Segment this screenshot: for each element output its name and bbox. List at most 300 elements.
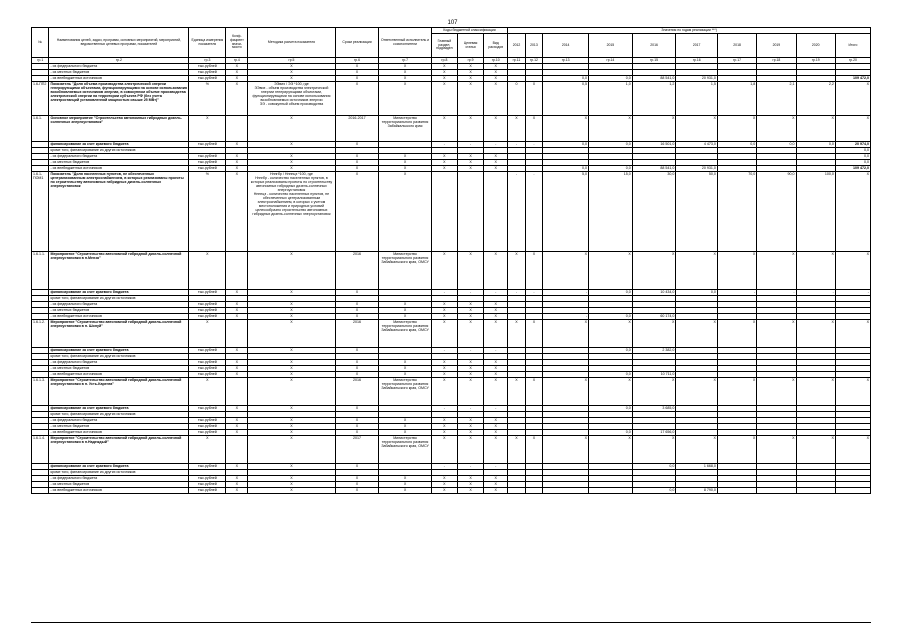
header-cell: Целевая статья bbox=[457, 34, 483, 58]
table-cell: Х bbox=[248, 308, 335, 314]
table-cell: тыс.рублей bbox=[189, 366, 226, 372]
table-cell: Х bbox=[379, 418, 431, 424]
table-cell: 0,0 bbox=[589, 166, 633, 172]
table-cell: Х bbox=[457, 378, 483, 406]
table-cell: Х bbox=[248, 302, 335, 308]
table-cell: Х bbox=[248, 418, 335, 424]
table-cell: Х bbox=[717, 116, 756, 142]
table-cell: тыс.рублей bbox=[189, 64, 226, 70]
table-cell: Х bbox=[525, 378, 542, 406]
table-cell: 4 473,0 bbox=[676, 142, 718, 148]
header-cell: Ответственный исполнитель и соисполнители bbox=[379, 28, 431, 58]
table-cell: Х bbox=[379, 70, 431, 76]
table-cell: Х bbox=[189, 320, 226, 348]
table-row bbox=[32, 116, 871, 142]
table-cell: тыс.рублей bbox=[189, 290, 226, 296]
table-cell: Х bbox=[484, 482, 508, 488]
table-cell: - из местных бюджетов bbox=[49, 70, 189, 76]
table-cell: Х bbox=[226, 476, 248, 482]
column-number: гр.11 bbox=[508, 58, 525, 64]
table-header bbox=[32, 28, 871, 64]
table-cell: Х bbox=[676, 436, 718, 464]
table-cell: Х bbox=[248, 488, 335, 494]
table-cell: Х bbox=[379, 430, 431, 436]
table-cell: Х bbox=[457, 424, 483, 430]
table-cell bbox=[431, 172, 457, 252]
table-cell: тыс.рублей bbox=[189, 76, 226, 82]
column-number: гр.16 bbox=[676, 58, 718, 64]
table-cell: 0,0 bbox=[589, 372, 633, 378]
table-cell: Х bbox=[457, 116, 483, 142]
column-number: гр.13 bbox=[543, 58, 589, 64]
table-cell: Х bbox=[508, 436, 525, 464]
table-cell: 0,0 bbox=[589, 430, 633, 436]
table-cell: Х bbox=[457, 308, 483, 314]
table-cell: Х bbox=[796, 252, 835, 290]
table-cell bbox=[796, 488, 835, 494]
table-cell: Х bbox=[335, 476, 379, 482]
table-cell: 2017 bbox=[335, 436, 379, 464]
table-cell: Мероприятие "Строительство автономной гибридной дизель-солнечной энергоустановки в п.Менза" bbox=[49, 252, 189, 290]
table-cell: Х bbox=[589, 378, 633, 406]
table-cell: кроме того, финансирование из других источников: bbox=[49, 470, 189, 476]
table-cell: Х bbox=[248, 406, 335, 412]
table-cell: - bbox=[508, 290, 525, 296]
table-cell: Х bbox=[248, 166, 335, 172]
header-cell: Коэф-фициент значи-мости bbox=[226, 28, 248, 58]
table-cell: Х bbox=[484, 360, 508, 366]
table-cell: Х bbox=[431, 252, 457, 290]
table-cell: Х bbox=[457, 372, 483, 378]
table-cell: Х bbox=[379, 82, 431, 116]
table-cell: 2016-2017 bbox=[335, 116, 379, 142]
table-cell: Х bbox=[379, 482, 431, 488]
table-cell: Х bbox=[335, 372, 379, 378]
table-cell: Х bbox=[189, 436, 226, 464]
column-number: гр.1 bbox=[32, 58, 49, 64]
table-cell: Х bbox=[248, 372, 335, 378]
table-cell: 90,0 bbox=[757, 172, 796, 252]
table-cell: Х bbox=[379, 76, 431, 82]
table-cell: Х bbox=[226, 82, 248, 116]
table-cell: Х bbox=[717, 378, 756, 406]
table-cell: - bbox=[508, 142, 525, 148]
table-cell: - из внебюджетных источников bbox=[49, 372, 189, 378]
table-cell: Х bbox=[431, 430, 457, 436]
table-cell: тыс.рублей bbox=[189, 308, 226, 314]
table-cell: Х bbox=[226, 314, 248, 320]
table-cell: Х bbox=[543, 436, 589, 464]
table-cell: Х bbox=[484, 476, 508, 482]
table-cell bbox=[226, 252, 248, 290]
table-cell: Х bbox=[589, 116, 633, 142]
column-number: гр.20 bbox=[835, 58, 870, 64]
table-cell: Х bbox=[226, 160, 248, 166]
table-row bbox=[32, 436, 871, 464]
table-cell: Х bbox=[757, 378, 796, 406]
column-number: гр.12 bbox=[525, 58, 542, 64]
table-row bbox=[32, 82, 871, 116]
header-cell: Методика расчета показателя bbox=[248, 28, 335, 58]
table-cell: Х bbox=[431, 64, 457, 70]
column-number: гр.15 bbox=[632, 58, 676, 64]
header-cell: 2016 bbox=[632, 34, 676, 58]
table-cell: 0 bbox=[508, 82, 525, 116]
table-cell: 0,0 bbox=[835, 160, 870, 166]
table-cell: Х bbox=[379, 372, 431, 378]
table-cell: тыс.рублей bbox=[189, 154, 226, 160]
table-cell: - bbox=[835, 290, 870, 296]
table-row bbox=[32, 172, 871, 252]
table-cell: - bbox=[796, 290, 835, 296]
table-cell: Х bbox=[379, 360, 431, 366]
table-cell bbox=[508, 488, 525, 494]
table-cell: - bbox=[431, 464, 457, 470]
table-cell: 0,0 bbox=[632, 464, 676, 470]
table-row bbox=[32, 252, 871, 290]
table-cell: 0,0 bbox=[835, 148, 870, 154]
table-cell: Министерство территориального развития Забайкальского края bbox=[379, 116, 431, 142]
table-cell: 3 685,0 bbox=[632, 406, 676, 412]
table-cell: Х bbox=[484, 154, 508, 160]
table-cell: Х bbox=[335, 418, 379, 424]
table-cell: тыс.рублей bbox=[189, 372, 226, 378]
table-cell: Х bbox=[508, 320, 525, 348]
table-cell: 0,0 bbox=[757, 142, 796, 148]
table-cell: Х bbox=[335, 160, 379, 166]
table-cell: Х bbox=[484, 436, 508, 464]
table-cell: Х bbox=[431, 488, 457, 494]
table-cell: Х bbox=[248, 424, 335, 430]
table-cell: - из федерального бюджета bbox=[49, 154, 189, 160]
table-cell: - bbox=[457, 464, 483, 470]
table-cell: - bbox=[457, 290, 483, 296]
table-cell: Х bbox=[431, 360, 457, 366]
table-cell: Х bbox=[248, 320, 335, 348]
table-cell bbox=[835, 488, 870, 494]
table-cell: Мероприятие "Строительство автономной гибридной дизель-солнечной энергоустановки в п. Усть-Каренга" bbox=[49, 378, 189, 406]
table-cell: Х bbox=[189, 378, 226, 406]
table-cell: тыс.рублей bbox=[189, 418, 226, 424]
header-cell: Вид расходов bbox=[484, 34, 508, 58]
table-cell: Х bbox=[431, 378, 457, 406]
table-cell: Х bbox=[717, 436, 756, 464]
table-cell: Министерство территориального развития Забайкальского края, ОМСУ bbox=[379, 378, 431, 406]
table-cell bbox=[32, 488, 49, 494]
table-cell: - bbox=[543, 314, 589, 320]
table-cell: Х bbox=[226, 76, 248, 82]
table-cell: Х bbox=[484, 160, 508, 166]
table-cell: Х bbox=[757, 116, 796, 142]
column-number: гр.19 bbox=[796, 58, 835, 64]
table-cell: Х bbox=[248, 464, 335, 470]
table-cell: Х bbox=[226, 166, 248, 172]
header-cell: Сроки реализации bbox=[335, 28, 379, 58]
table-cell: Х bbox=[248, 378, 335, 406]
table-cell: % bbox=[189, 82, 226, 116]
table-cell: Х bbox=[717, 252, 756, 290]
table-cell: 0,0 bbox=[796, 142, 835, 148]
column-number: гр.7 bbox=[379, 58, 431, 64]
table-cell: Основное мероприятие "Строительство автономных гибридных дизель-солнечных энергоустановок" bbox=[49, 116, 189, 142]
table-cell: Х bbox=[484, 378, 508, 406]
table-cell: Х bbox=[335, 314, 379, 320]
table-cell: - bbox=[525, 142, 542, 148]
table-cell: тыс.рублей bbox=[189, 482, 226, 488]
table-cell: Х bbox=[248, 142, 335, 148]
table-cell: тыс.рублей bbox=[189, 70, 226, 76]
table-cell: Х bbox=[457, 366, 483, 372]
header-cell: 2015 bbox=[589, 34, 633, 58]
table-cell: Х bbox=[335, 70, 379, 76]
table-cell: Х bbox=[676, 252, 718, 290]
table-cell: 2 382,0 bbox=[632, 348, 676, 354]
table-cell: Х bbox=[335, 424, 379, 430]
table-cell: Х bbox=[457, 154, 483, 160]
table-cell: 109 472,0 bbox=[835, 166, 870, 172]
table-cell: - из федерального бюджета bbox=[49, 64, 189, 70]
table-cell: Х bbox=[757, 320, 796, 348]
table-cell: Х bbox=[457, 360, 483, 366]
table-cell: 1.6.1.4. bbox=[32, 436, 49, 464]
column-number: гр.17 bbox=[717, 58, 756, 64]
table-body bbox=[32, 64, 871, 494]
column-number: гр.6 bbox=[335, 58, 379, 64]
table-cell: Х bbox=[757, 436, 796, 464]
table-cell bbox=[589, 488, 633, 494]
table-cell: Х bbox=[379, 314, 431, 320]
table-cell: Х bbox=[431, 160, 457, 166]
table-cell: Х bbox=[484, 76, 508, 82]
table-cell: Х bbox=[457, 314, 483, 320]
table-cell: Х bbox=[248, 252, 335, 290]
header-cell: Единица измерения показателя bbox=[189, 28, 226, 58]
table-cell: 1.6.1.2. bbox=[32, 320, 49, 348]
table-cell: - из местных бюджетов bbox=[49, 482, 189, 488]
table-cell: тыс.рублей bbox=[189, 302, 226, 308]
table-cell: Х bbox=[589, 436, 633, 464]
table-cell: Х bbox=[676, 116, 718, 142]
table-cell: кроме того, финансирование из других источников: bbox=[49, 412, 189, 418]
table-cell: Х bbox=[248, 430, 335, 436]
table-cell: Х bbox=[457, 166, 483, 172]
table-cell: Х bbox=[796, 116, 835, 142]
table-cell: Х bbox=[835, 320, 870, 348]
table-cell: Х bbox=[835, 252, 870, 290]
header-cell: Главный раздел, подраздел bbox=[431, 34, 457, 58]
table-cell: - из внебюджетных источников bbox=[49, 488, 189, 494]
table-cell: Х bbox=[226, 154, 248, 160]
table-cell: Х bbox=[484, 430, 508, 436]
table-cell: Х bbox=[335, 290, 379, 296]
table-cell: Х bbox=[335, 348, 379, 354]
table-cell: 10 434,0 bbox=[632, 290, 676, 296]
table-cell: Х bbox=[335, 464, 379, 470]
table-cell: Х bbox=[632, 252, 676, 290]
table-cell: Х bbox=[226, 430, 248, 436]
table-cell: Х bbox=[379, 488, 431, 494]
column-number: гр.10 bbox=[484, 58, 508, 64]
table-cell: - bbox=[484, 464, 508, 470]
table-cell: Х bbox=[226, 70, 248, 76]
table-cell bbox=[484, 172, 508, 252]
table-cell: Показатель "Доля населенных пунктов, не обеспеченных централизованным электроснабжением, в которых реализованы проекты по строительству автономных гибридных дизель-солнечных энергоустановок bbox=[49, 172, 189, 252]
table-cell: Х bbox=[457, 76, 483, 82]
table-cell: Х bbox=[335, 430, 379, 436]
table-cell: Х bbox=[335, 142, 379, 148]
table-cell: Х bbox=[248, 76, 335, 82]
table-cell: - из внебюджетных источников bbox=[49, 166, 189, 172]
table-cell: Х bbox=[457, 64, 483, 70]
table-cell: Х bbox=[379, 302, 431, 308]
table-cell: 30,0 bbox=[632, 172, 676, 252]
table-cell: 0,0 bbox=[543, 76, 589, 82]
table-cell: Мероприятие "Строительство автономной гибридной дизель-солнечной энергоустановки в п. Шонуй" bbox=[49, 320, 189, 348]
table-cell: Х bbox=[335, 64, 379, 70]
table-cell: 70,0 bbox=[717, 172, 756, 252]
table-cell: 0,0 bbox=[589, 314, 633, 320]
table-cell: Х bbox=[431, 482, 457, 488]
table-row bbox=[32, 320, 871, 348]
table-cell: Х bbox=[757, 252, 796, 290]
table-cell: тыс.рублей bbox=[189, 430, 226, 436]
table-cell: финансирование за счет краевого бюджета bbox=[49, 142, 189, 148]
table-cell: - из внебюджетных источников bbox=[49, 314, 189, 320]
table-cell: ЭЭвиэ / ЭЭ *100, где ЭЭвиэ - объем производства электрической энергии генерирующими объектами, функционирующими на основе использования возобновляемых источников энергии ЭЭ - совокупный объем производства bbox=[248, 82, 335, 116]
table-cell: Х bbox=[335, 302, 379, 308]
table-cell: Х bbox=[835, 172, 870, 252]
table-cell: 1.6.1. bbox=[32, 116, 49, 142]
table-cell: Х bbox=[431, 308, 457, 314]
table-cell: 0,0 bbox=[543, 166, 589, 172]
table-cell bbox=[717, 488, 756, 494]
table-cell: Х bbox=[379, 160, 431, 166]
table-cell: Х bbox=[379, 64, 431, 70]
table-cell: 0,0 bbox=[589, 406, 633, 412]
table-cell: Х bbox=[226, 464, 248, 470]
table-cell: 1,5 bbox=[676, 82, 718, 116]
table-cell: - из федерального бюджета bbox=[49, 476, 189, 482]
page-bottom-rule bbox=[31, 622, 871, 623]
table-cell: Х bbox=[796, 320, 835, 348]
table-cell: - bbox=[508, 172, 525, 252]
table-cell: Х bbox=[589, 252, 633, 290]
table-cell: Министерство территориального развития Забайкальского края, ОМСУ bbox=[379, 436, 431, 464]
table-cell: Показатель "Доля объема производства электрической энергии генерирующими объектами, функционирующими на основе использования возобновляемых источников энергии, в совокупном объеме производства электрической энергии на территории субъекта РФ (без учета электростанций установленной мощностью свыше 25 МВт)" bbox=[49, 82, 189, 116]
table-cell: Х bbox=[248, 290, 335, 296]
table-cell: 60 174,0 bbox=[632, 314, 676, 320]
table-cell bbox=[226, 116, 248, 142]
table-cell: Х bbox=[379, 172, 431, 252]
table-cell: 2016 bbox=[335, 320, 379, 348]
table-cell: Х bbox=[484, 320, 508, 348]
table-cell: тыс.рублей bbox=[189, 424, 226, 430]
table-cell: Х bbox=[226, 372, 248, 378]
table-cell: - bbox=[543, 290, 589, 296]
header-cell: 2020 bbox=[796, 34, 835, 58]
table-cell: - bbox=[757, 290, 796, 296]
table-cell: Х bbox=[379, 424, 431, 430]
table-cell: Х bbox=[335, 482, 379, 488]
table-cell: - bbox=[457, 142, 483, 148]
table-cell: Х bbox=[431, 320, 457, 348]
table-cell bbox=[757, 488, 796, 494]
table-cell: Х bbox=[431, 82, 457, 116]
table-cell: Х bbox=[226, 302, 248, 308]
table-cell: 8 790,0 bbox=[676, 488, 718, 494]
table-cell: 1,0 bbox=[589, 82, 633, 116]
table-cell: Х bbox=[484, 82, 508, 116]
table-cell: Х bbox=[248, 160, 335, 166]
table-cell: 20 931,0 bbox=[676, 166, 718, 172]
table-cell: Х bbox=[248, 360, 335, 366]
table-cell: Х bbox=[431, 418, 457, 424]
table-cell: Х bbox=[431, 154, 457, 160]
table-cell: Х bbox=[226, 290, 248, 296]
table-cell: Х bbox=[457, 320, 483, 348]
table-cell: Х bbox=[676, 320, 718, 348]
table-cell: тыс.рублей bbox=[189, 360, 226, 366]
table-cell: тыс.рублей bbox=[189, 314, 226, 320]
table-cell: Х bbox=[248, 366, 335, 372]
table-cell: Х bbox=[484, 488, 508, 494]
table-cell: Х bbox=[484, 70, 508, 76]
table-cell: Х bbox=[431, 70, 457, 76]
table-cell: Х bbox=[248, 64, 335, 70]
table-cell: Х bbox=[431, 372, 457, 378]
table-cell: Ннпгбр / Ннпнцэ *100, где Ннпгбр - количество населенных пунктов, в которых реализованы проекты по строительству автономных гибридных дизель-солнечных энергоустановок Ннпнцэ - количество населенных пунктов, не обеспеченных централизованным электроснабжением, в которых с учетом местоположения и природных условий целесообразно строительство автономных гибридных дизель-солнечных энергоустановок bbox=[248, 172, 335, 252]
table-cell: Х bbox=[379, 166, 431, 172]
table-cell: 0,0 bbox=[835, 154, 870, 160]
table-cell: Х bbox=[431, 116, 457, 142]
table-cell: Х bbox=[335, 166, 379, 172]
table-cell: Х bbox=[226, 482, 248, 488]
table-cell: 0,0 bbox=[589, 348, 633, 354]
table-cell: Х bbox=[335, 308, 379, 314]
header-cell: Коды бюджетной классификации bbox=[431, 28, 507, 34]
table-cell: 100,0 bbox=[796, 172, 835, 252]
program-table bbox=[31, 27, 871, 494]
table-cell: Х bbox=[226, 142, 248, 148]
table-cell: Х bbox=[226, 348, 248, 354]
table-cell: Х bbox=[457, 82, 483, 116]
table-cell: 1.6.1.1. bbox=[32, 252, 49, 290]
table-cell: Х bbox=[335, 488, 379, 494]
table-cell: Х bbox=[457, 482, 483, 488]
table-cell: - bbox=[457, 406, 483, 412]
table-cell: Х bbox=[335, 154, 379, 160]
table-cell: 0 bbox=[525, 82, 542, 116]
table-cell: - bbox=[431, 142, 457, 148]
table-cell: Х bbox=[226, 172, 248, 252]
table-cell: Х bbox=[379, 308, 431, 314]
table-cell: 20 974,0 bbox=[835, 142, 870, 148]
table-cell: - bbox=[484, 142, 508, 148]
table-cell: 15,0 bbox=[589, 172, 633, 252]
table-cell: кроме того, финансирование из других источников: bbox=[49, 148, 189, 154]
table-cell: тыс.рублей bbox=[189, 160, 226, 166]
table-cell: - bbox=[484, 290, 508, 296]
table-cell: Х bbox=[431, 436, 457, 464]
table-cell: Х bbox=[226, 366, 248, 372]
table-cell: Х bbox=[226, 64, 248, 70]
table-cell: Х bbox=[457, 430, 483, 436]
header-cell: № bbox=[32, 28, 49, 58]
table-cell: Х bbox=[543, 320, 589, 348]
table-cell: Х bbox=[431, 476, 457, 482]
header-cell: 2018 bbox=[717, 34, 756, 58]
table-cell: Х bbox=[189, 116, 226, 142]
